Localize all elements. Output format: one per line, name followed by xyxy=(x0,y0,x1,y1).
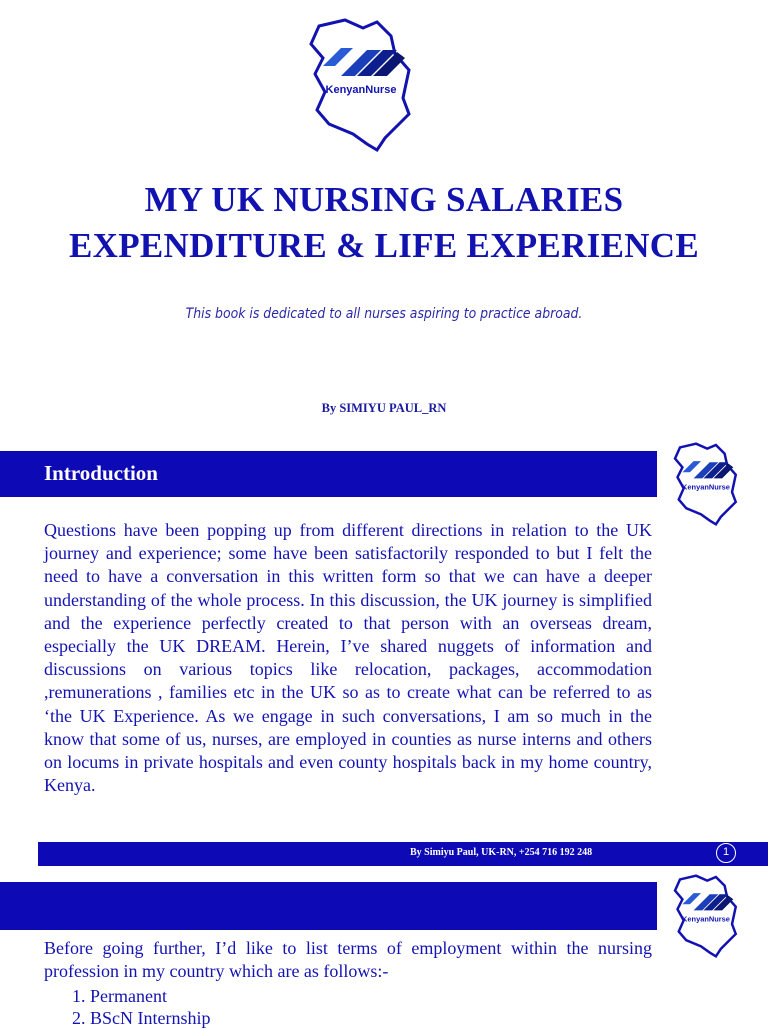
introduction-heading: Introduction xyxy=(44,461,158,485)
list-item: 2. BScN Internship xyxy=(72,1008,211,1028)
footer-contact-text: By Simiyu Paul, UK-RN, +254 716 192 248 xyxy=(410,847,593,858)
introduction-paragraph: Questions have been popping up from different directions in relation to the UK journey and experience; some have been satisfactorily responded to but I felt the need to have a conversation in this written form so that we can have a deeper understanding of the whole process. In this discussion, the UK journey is simplified and the experience perfectly created to that person with an overseas dream, especially the UK DREAM. Herein, I’ve shared nuggets of information and discussions on various topics like relocation, packages, accommodation ,remunerations , families etc in the UK so as to create what can be referred to as ‘the UK Experience. As we engage in such conversations, I am so much in the know that some of us, nurses, are employed in counties as nurse interns and others on locums in private hospitals and even county hospitals back in my home country, Kenya. xyxy=(44,520,652,796)
stripes-icon xyxy=(323,48,405,76)
page2-header-band xyxy=(0,882,657,930)
title-line-1: MY UK NURSING SALARIES xyxy=(144,180,624,219)
page-number-badge: 1 xyxy=(716,843,736,863)
employment-terms-list xyxy=(72,985,211,1029)
introduction-header-band xyxy=(0,451,657,497)
kenyannurse-side-logo xyxy=(671,440,741,528)
logo-brand-text: KenyanNurse xyxy=(682,482,730,492)
page2-paragraph: Before going further, I’d like to list terms of employment within the nursing profession in my country which are as follows:- xyxy=(44,938,652,982)
stripes-icon xyxy=(682,461,733,478)
logo-brand-text: KenyanNurse xyxy=(682,914,730,924)
dedication-text: This book is dedicated to all nurses aspiring to practice abroad. xyxy=(185,306,583,322)
author-byline: By SIMIYU PAUL_RN xyxy=(321,401,447,415)
kenyannurse-side-logo xyxy=(671,872,741,960)
page-footer xyxy=(38,842,768,866)
title-line-2: EXPENDITURE & LIFE EXPERIENCE xyxy=(68,226,700,265)
kenyannurse-logo xyxy=(305,14,417,156)
stripes-icon xyxy=(682,893,733,910)
logo-brand-text: KenyanNurse xyxy=(325,84,397,96)
list-item: 1. Permanent xyxy=(72,986,167,1006)
